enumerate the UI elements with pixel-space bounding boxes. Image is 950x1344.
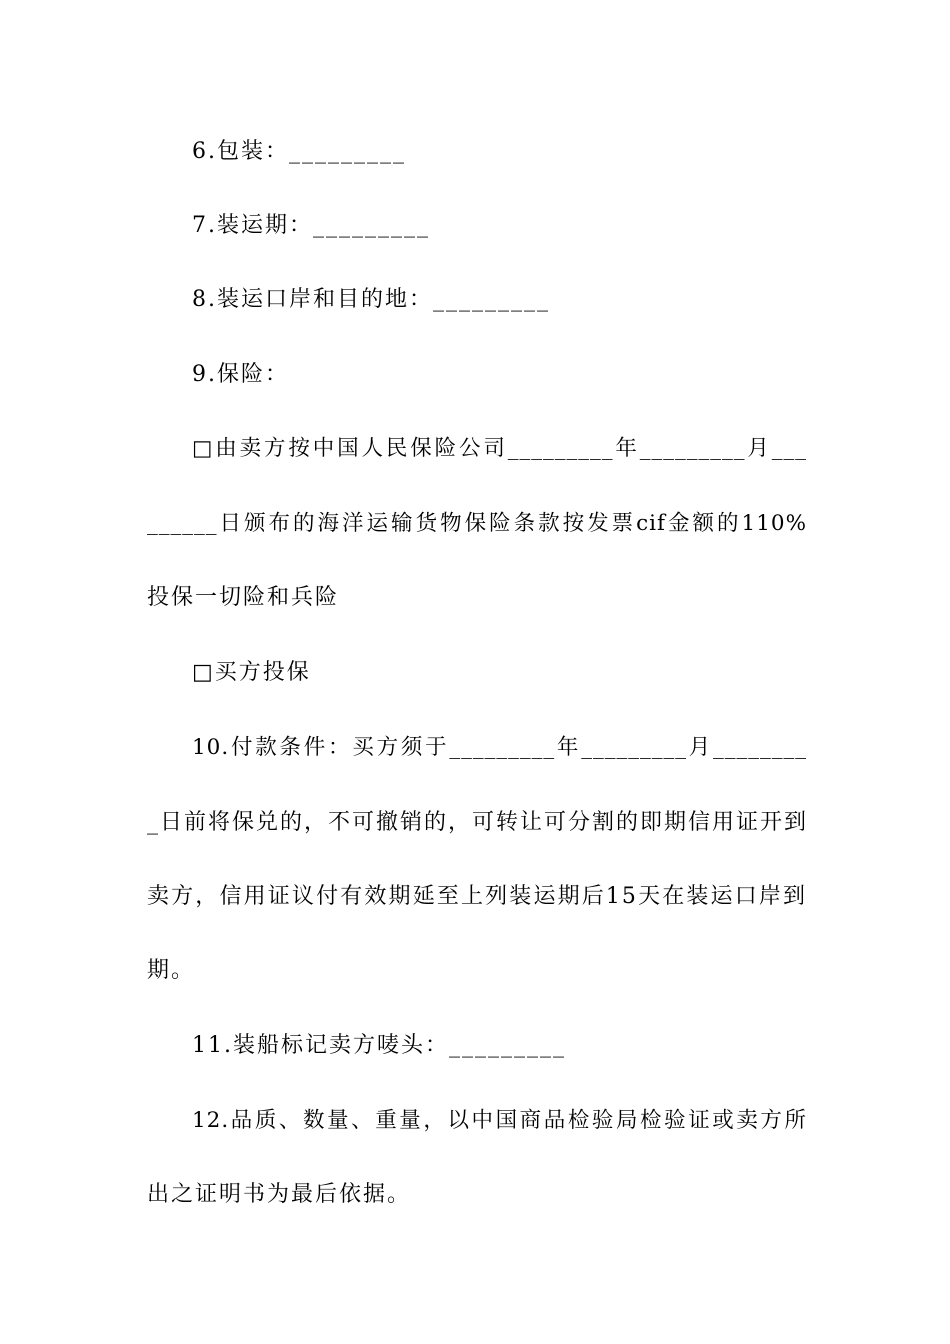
clause-11-shipping-mark: 11.装船标记卖方唛头：_________ [192, 1033, 566, 1058]
clause-12-quality-line-1: 12.品质、数量、重量，以中国商品检验局检验证或卖方所 [192, 1108, 807, 1133]
clause-9-option-seller-line-1: □由卖方按中国人民保险公司_________年_________月___ [192, 436, 807, 461]
clause-9-insurance-heading: 9.保险： [192, 362, 289, 387]
clause-9-option-buyer: □买方投保 [192, 660, 311, 685]
clause-8-port-destination: 8.装运口岸和目的地：_________ [192, 287, 550, 312]
clause-10-payment-line-4: 期。 [147, 958, 196, 983]
clause-6-packing: 6.包装：_________ [192, 139, 406, 164]
clause-12-quality-line-2: 出之证明书为最后依据。 [147, 1182, 412, 1207]
clause-10-payment-line-1: 10.付款条件：买方须于_________年_________月________ [192, 735, 807, 760]
clause-7-shipment-period: 7.装运期：_________ [192, 213, 430, 238]
clause-10-payment-line-3: 卖方，信用证议付有效期延至上列装运期后15天在装运口岸到 [147, 884, 807, 909]
clause-9-option-seller-line-3: 投保一切险和兵险 [147, 585, 340, 610]
clause-9-option-seller-line-2: ______日颁布的海洋运输货物保险条款按发票cif金额的110% [147, 511, 807, 536]
clause-10-payment-line-2: _日前将保兑的，不可撤销的，可转让可分割的即期信用证开到 [147, 810, 809, 835]
